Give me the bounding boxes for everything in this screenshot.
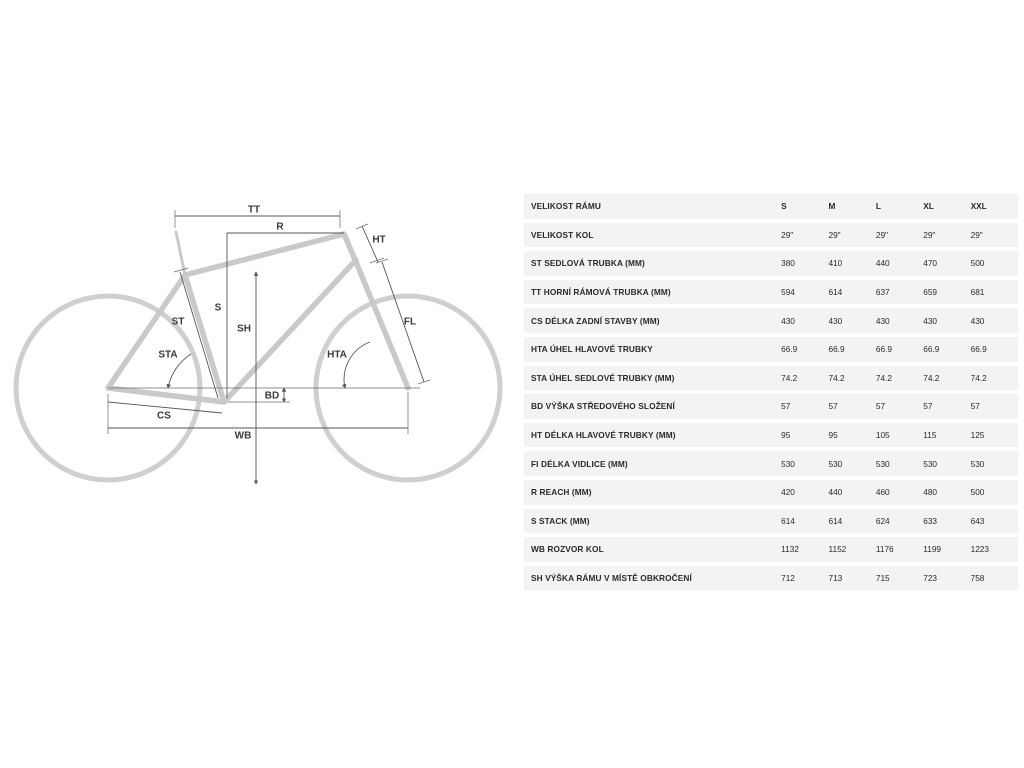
size-xl-header: XL xyxy=(923,194,970,219)
row-label: SH VÝŠKA RÁMU V MÍSTĚ OBKROČENÍ xyxy=(524,566,781,591)
table-row xyxy=(524,223,1018,248)
row-value: 713 xyxy=(828,566,875,591)
table-row xyxy=(524,366,1018,391)
row-label: R REACH (MM) xyxy=(524,480,781,505)
row-value: 74.2 xyxy=(828,366,875,391)
sta-angle xyxy=(158,350,191,388)
row-value: 57 xyxy=(971,394,1018,419)
row-value: 1199 xyxy=(923,537,970,562)
row-label: HTA ÚHEL HLAVOVÉ TRUBKY xyxy=(524,337,781,362)
row-value: 614 xyxy=(781,509,828,534)
row-value: 29" xyxy=(971,223,1018,248)
size-xxl-header: XXL xyxy=(971,194,1018,219)
table-row xyxy=(524,423,1018,448)
ht-dimension xyxy=(356,224,386,263)
r-label: R xyxy=(276,221,284,233)
row-label: TT HORNÍ RÁMOVÁ TRUBKA (MM) xyxy=(524,280,781,305)
row-value: 1176 xyxy=(876,537,923,562)
row-value: 530 xyxy=(781,451,828,476)
row-value: 624 xyxy=(876,509,923,534)
row-value: 66.9 xyxy=(971,337,1018,362)
row-value: 594 xyxy=(781,280,828,305)
row-value: 500 xyxy=(971,480,1018,505)
row-label: FI DÉLKA VIDLICE (MM) xyxy=(524,451,781,476)
row-value: 74.2 xyxy=(876,366,923,391)
row-value: 643 xyxy=(971,509,1018,534)
row-label: STA ÚHEL SEDLOVÉ TRUBKY (MM) xyxy=(524,366,781,391)
row-value: 1152 xyxy=(828,537,875,562)
row-value: 470 xyxy=(923,251,970,276)
row-value: 430 xyxy=(828,308,875,333)
size-m-header: M xyxy=(828,194,875,219)
row-value: 115 xyxy=(923,423,970,448)
row-value: 500 xyxy=(971,251,1018,276)
row-label: ST SEDLOVÁ TRUBKA (MM) xyxy=(524,251,781,276)
tt-label: TT xyxy=(247,204,261,216)
table-header-row xyxy=(524,194,1018,219)
row-label: VELIKOST KOL xyxy=(524,223,781,248)
row-label: BD VÝŠKA STŘEDOVÉHO SLOŽENÍ xyxy=(524,394,781,419)
fl-label: FL xyxy=(403,316,417,328)
s-label: S xyxy=(214,302,222,314)
bike-frame xyxy=(108,232,408,402)
row-value: 380 xyxy=(781,251,828,276)
row-value: 74.2 xyxy=(781,366,828,391)
row-label: S STACK (MM) xyxy=(524,509,781,534)
wb-dimension xyxy=(108,392,408,442)
row-value: 430 xyxy=(876,308,923,333)
row-value: 410 xyxy=(828,251,875,276)
fl-dimension xyxy=(376,259,430,384)
hta-angle xyxy=(327,342,370,388)
row-label: WB ROZVOR KOL xyxy=(524,537,781,562)
table-row xyxy=(524,537,1018,562)
row-value: 723 xyxy=(923,566,970,591)
bd-label: BD xyxy=(264,390,280,402)
row-value: 1132 xyxy=(781,537,828,562)
row-value: 530 xyxy=(923,451,970,476)
table-row xyxy=(524,451,1018,476)
table-row xyxy=(524,308,1018,333)
row-value: 430 xyxy=(923,308,970,333)
row-value: 530 xyxy=(828,451,875,476)
sta-label: STA xyxy=(158,349,178,361)
size-s-header: S xyxy=(781,194,828,219)
table-row xyxy=(524,394,1018,419)
row-value: 95 xyxy=(781,423,828,448)
row-value: 633 xyxy=(923,509,970,534)
row-value: 530 xyxy=(971,451,1018,476)
row-value: 125 xyxy=(971,423,1018,448)
row-value: 480 xyxy=(923,480,970,505)
row-value: 712 xyxy=(781,566,828,591)
row-value: 681 xyxy=(971,280,1018,305)
row-value: 715 xyxy=(876,566,923,591)
row-value: 637 xyxy=(876,280,923,305)
ht-label: HT xyxy=(372,234,386,246)
table-row xyxy=(524,509,1018,534)
row-value: 57 xyxy=(923,394,970,419)
row-value: 614 xyxy=(828,509,875,534)
header-label: VELIKOST RÁMU xyxy=(524,194,781,219)
row-value: 29" xyxy=(781,223,828,248)
wb-label: WB xyxy=(234,430,252,442)
row-value: 57 xyxy=(828,394,875,419)
row-value: 430 xyxy=(781,308,828,333)
row-value: 57 xyxy=(876,394,923,419)
row-value: 440 xyxy=(828,480,875,505)
row-value: 66.9 xyxy=(781,337,828,362)
geometry-table xyxy=(524,190,1018,594)
table-row xyxy=(524,337,1018,362)
sh-label: SH xyxy=(237,323,251,335)
row-value: 74.2 xyxy=(923,366,970,391)
row-value: 66.9 xyxy=(828,337,875,362)
row-value: 1223 xyxy=(971,537,1018,562)
row-value: 430 xyxy=(971,308,1018,333)
table-row xyxy=(524,566,1018,591)
table-row xyxy=(524,280,1018,305)
tt-dimension xyxy=(175,205,340,228)
row-value: 66.9 xyxy=(876,337,923,362)
row-label: HT DÉLKA HLAVOVÉ TRUBKY (MM) xyxy=(524,423,781,448)
row-value: 95 xyxy=(828,423,875,448)
row-value: 29" xyxy=(828,223,875,248)
row-value: 66.9 xyxy=(923,337,970,362)
row-value: 29" xyxy=(876,223,923,248)
row-value: 530 xyxy=(876,451,923,476)
row-value: 440 xyxy=(876,251,923,276)
row-value: 420 xyxy=(781,480,828,505)
row-value: 57 xyxy=(781,394,828,419)
row-value: 758 xyxy=(971,566,1018,591)
row-value: 29" xyxy=(923,223,970,248)
cs-label: CS xyxy=(157,410,171,422)
hta-label: HTA xyxy=(327,349,347,361)
size-l-header: L xyxy=(876,194,923,219)
row-value: 659 xyxy=(923,280,970,305)
row-value: 460 xyxy=(876,480,923,505)
row-value: 614 xyxy=(828,280,875,305)
row-value: 74.2 xyxy=(971,366,1018,391)
table-row xyxy=(524,480,1018,505)
row-label: CS DÉLKA ZADNÍ STAVBY (MM) xyxy=(524,308,781,333)
table-row xyxy=(524,251,1018,276)
st-label: ST xyxy=(171,316,185,328)
row-value: 105 xyxy=(876,423,923,448)
